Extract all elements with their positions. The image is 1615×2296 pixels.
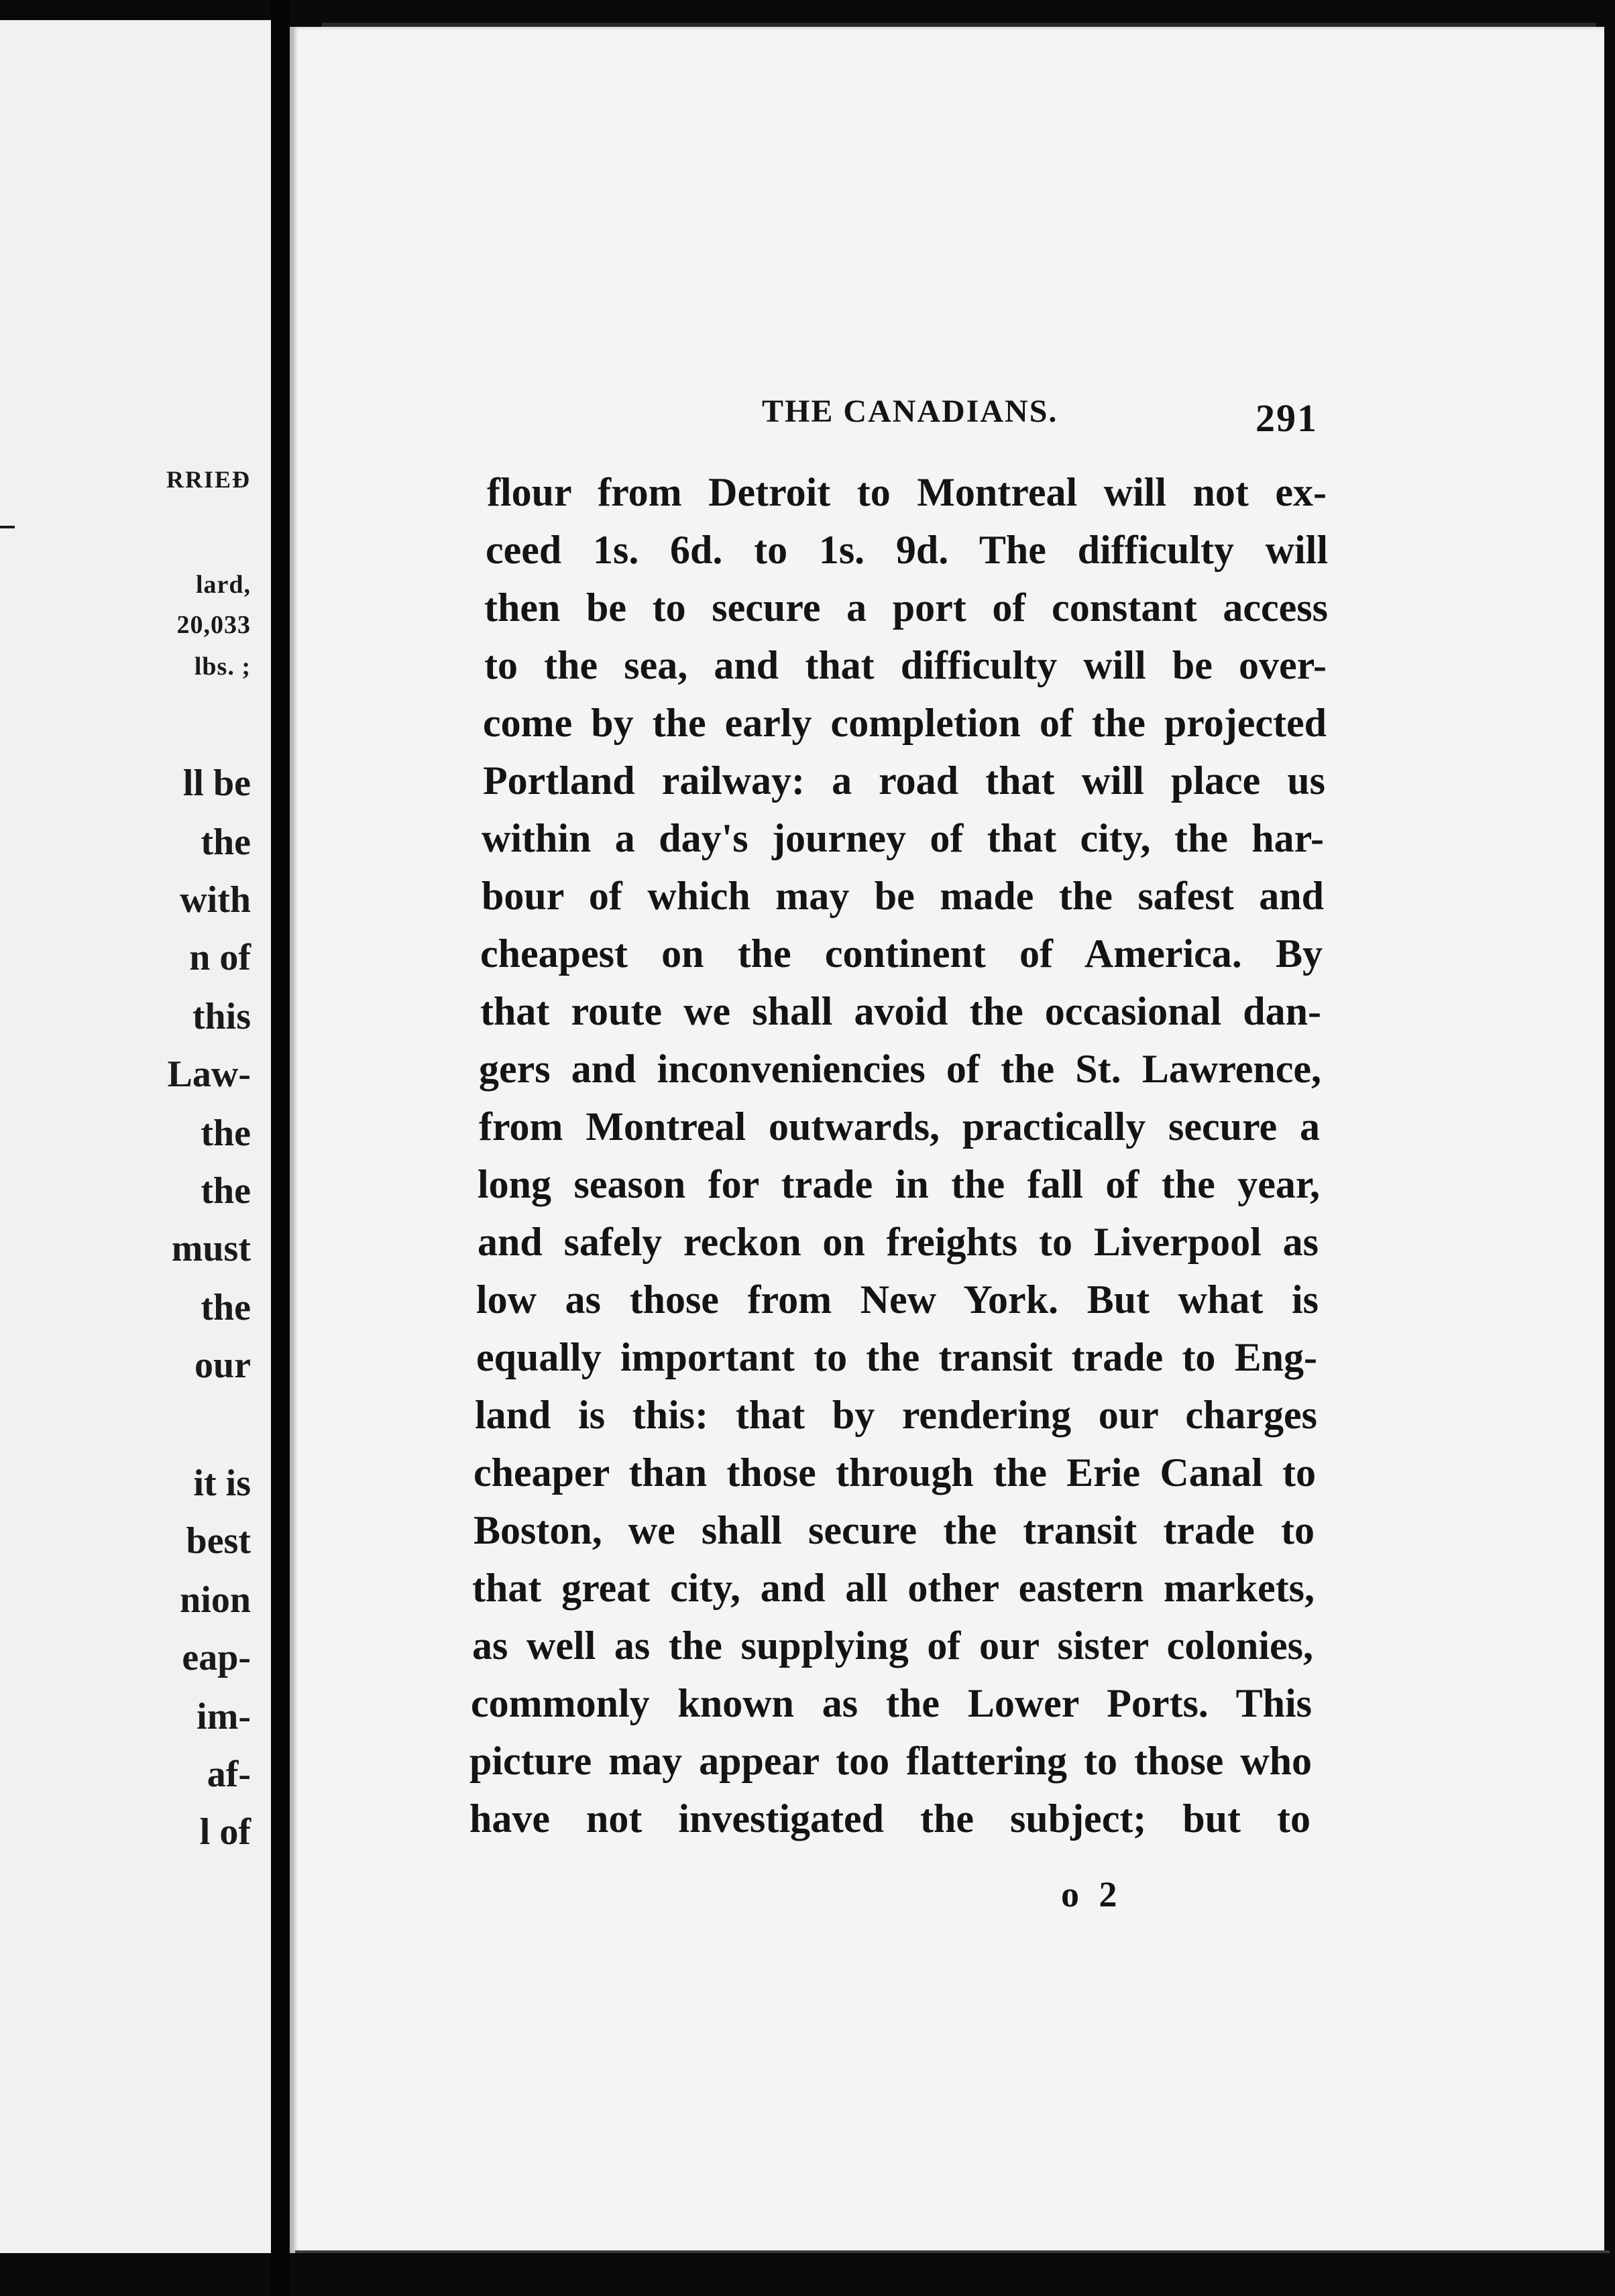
text-line: long season for trade in the fall of the year, [478, 1162, 1320, 1206]
left-page-rule [0, 526, 15, 528]
left-page-fragment [0, 20, 271, 2253]
text-line: Portland railway: a road that will place us [483, 758, 1325, 803]
text-line: have not investigated the subject; but to [469, 1796, 1311, 1841]
text-line: to the sea, and that difficulty will be over- [484, 643, 1327, 687]
text-line: bour of which may be made the safest and [482, 874, 1324, 918]
text-line: come by the early completion of the projected [483, 701, 1327, 745]
left-page-text-fragment: l of [199, 1811, 251, 1853]
left-page-text-fragment: n of [189, 937, 251, 978]
text-line: and safely reckon on freights to Liverpool as [478, 1220, 1319, 1264]
text-line: cheaper than those through the Erie Canal to [474, 1450, 1316, 1495]
left-page-text-fragment: eap- [182, 1637, 251, 1678]
text-line: then be to secure a port of constant access [484, 585, 1328, 630]
left-page-text-fragment: best [186, 1520, 251, 1562]
left-page-text-fragment: the [201, 821, 251, 863]
left-page-text-fragment: lbs. ; [194, 652, 251, 681]
text-line: ceed 1s. 6d. to 1s. 9d. The difficulty will [486, 528, 1328, 572]
book-spine [271, 0, 290, 2296]
text-line: as well as the supplying of our sister colonies, [472, 1623, 1313, 1668]
left-page-text-fragment: ll be [182, 762, 251, 804]
page-number: 291 [1256, 396, 1318, 440]
left-page-text-fragment: the [201, 1287, 251, 1328]
text-line: low as those from New York. But what is [476, 1277, 1319, 1322]
page-top-edge [322, 23, 1596, 27]
text-line: commonly known as the Lower Ports. This [471, 1681, 1312, 1725]
text-line: equally important to the transit trade to Eng- [476, 1335, 1317, 1379]
left-page-heading-fragment: RRIEĐ [166, 466, 251, 493]
text-line: within a day's journey of that city, the har- [482, 816, 1324, 860]
left-page-text-fragment: with [180, 879, 251, 921]
left-page-text-fragment: the [201, 1170, 251, 1212]
signature-mark: o 2 [1061, 1874, 1123, 1914]
text-line: from Montreal outwards, practically secure a [479, 1104, 1320, 1149]
left-page-text-fragment: the [201, 1112, 251, 1154]
text-line: gers and inconveniencies of the St. Lawrence, [479, 1047, 1321, 1091]
left-page-text-fragment: im- [197, 1696, 251, 1737]
left-page-text-fragment: our [194, 1344, 251, 1386]
text-line: picture may appear too flattering to those who [469, 1739, 1312, 1783]
text-line: cheapest on the continent of America. By [480, 931, 1323, 976]
left-page-text-fragment: Law- [167, 1053, 251, 1095]
text-line: that route we shall avoid the occasional dan- [480, 989, 1321, 1033]
text-line: Boston, we shall secure the transit trade to [474, 1508, 1315, 1552]
left-page-text-fragment: 20,033 [176, 611, 251, 639]
left-page-text-fragment: must [171, 1228, 251, 1269]
text-line: that great city, and all other eastern markets, [472, 1566, 1315, 1610]
left-page-text-fragment: this [192, 996, 251, 1037]
left-page-text-fragment: lard, [195, 571, 251, 599]
left-page-text-fragment: nion [180, 1579, 251, 1621]
text-line: land is this: that by rendering our charges [475, 1393, 1317, 1437]
text-line: flour from Detroit to Montreal will not ex- [487, 470, 1327, 514]
left-page-text-fragment: it is [193, 1462, 251, 1504]
left-page-text-fragment: af- [207, 1754, 251, 1795]
running-head: THE CANADIANS. [762, 394, 1058, 429]
page-bottom-edge [295, 2250, 1610, 2253]
